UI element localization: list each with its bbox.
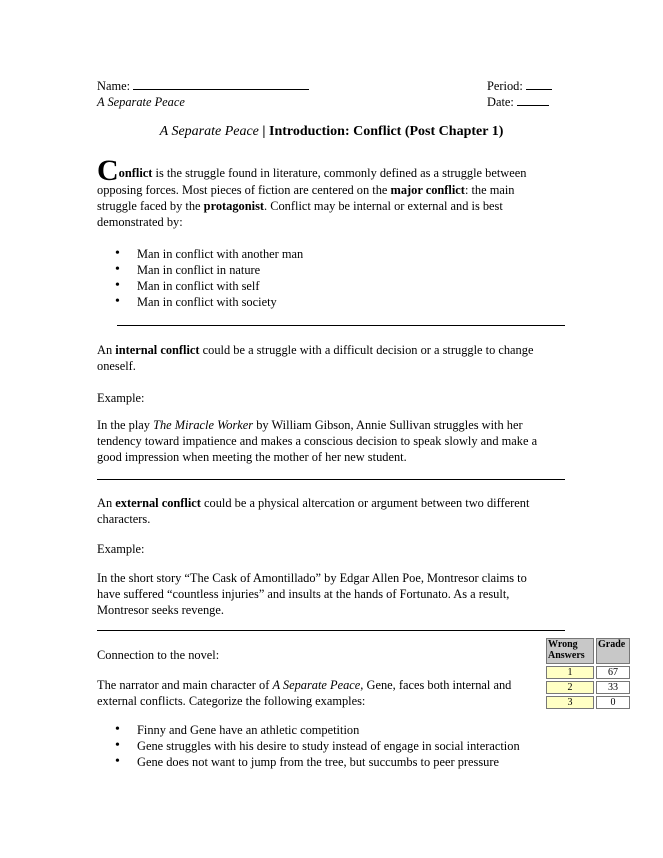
date-label: Date: xyxy=(487,95,514,109)
list-item: • Man in conflict with another man xyxy=(97,246,303,262)
external-post: could be a physical altercation or argument between two different characters. xyxy=(97,496,530,526)
list-item: • Man in conflict with self xyxy=(97,278,303,294)
grade-table xyxy=(544,636,632,711)
connection-post: , Gene, faces both internal and external conflicts. Categorize the following examples: xyxy=(97,678,512,708)
grade-cell: 0 xyxy=(596,696,630,709)
wrong-answers-cell: 3 xyxy=(546,696,594,709)
drop-cap: C xyxy=(97,154,119,187)
period-date-header xyxy=(487,78,552,110)
internal-term: internal conflict xyxy=(115,343,200,357)
external-example-label: Example: xyxy=(97,542,145,556)
date-field[interactable] xyxy=(487,94,552,110)
page-title xyxy=(0,124,663,140)
internal-example-label: Example: xyxy=(97,391,145,405)
name-label: Name: xyxy=(97,79,131,93)
external-definition xyxy=(97,495,552,527)
wrong-answers-cell: 1 xyxy=(546,666,594,679)
internal-definition xyxy=(97,342,552,374)
table-row xyxy=(546,681,630,694)
external-pre: An xyxy=(97,496,116,510)
intro-paragraph xyxy=(97,154,552,230)
list-item: • Man in conflict with society xyxy=(97,294,303,310)
intro-text-2: : the main struggle faced by the xyxy=(97,183,515,213)
period-blank[interactable] xyxy=(526,78,552,90)
wrong-answers-cell: 2 xyxy=(546,681,594,694)
header-grade: Grade xyxy=(596,638,630,664)
list-item: • Gene does not want to jump from the tree, but succumbs to peer pressure xyxy=(97,754,520,770)
grade-table-header xyxy=(546,638,630,664)
grade-cell: 33 xyxy=(596,681,630,694)
internal-post: could be a struggle with a difficult decision or a struggle to change oneself. xyxy=(97,343,534,373)
internal-example xyxy=(97,417,552,465)
divider xyxy=(97,479,565,480)
name-blank[interactable] xyxy=(133,78,309,90)
name-field[interactable] xyxy=(97,78,309,94)
intro-term-major-conflict: major conflict xyxy=(390,183,465,197)
table-row xyxy=(546,696,630,709)
connection-label: Connection to the novel: xyxy=(97,648,220,662)
date-blank[interactable] xyxy=(517,94,549,106)
period-label: Period: xyxy=(487,79,523,93)
connection-pre: The narrator and main character of xyxy=(97,678,273,692)
intro-term-protagonist: protagonist xyxy=(203,199,265,213)
internal-example-work: The Miracle Worker xyxy=(153,418,254,432)
list-item: • Gene struggles with his desire to study instead of engage in social interaction xyxy=(97,738,520,754)
conflict-types-list xyxy=(97,246,303,310)
external-term: external conflict xyxy=(115,496,201,510)
header-wrong-answers: Wrong Answers xyxy=(546,638,594,664)
internal-example-post: by William Gibson, Annie Sullivan struggles with her tendency toward impatience and makes a conscious decision to speak slowly and make a good impression when meeting the mother of her new student. xyxy=(97,418,538,464)
title-book: A Separate Peace xyxy=(159,124,259,139)
divider xyxy=(97,630,565,631)
connection-paragraph xyxy=(97,677,537,709)
grade-cell: 67 xyxy=(596,666,630,679)
intro-text-3: . Conflict may be internal or external and is best demonstrated by: xyxy=(97,199,503,229)
book-title-header: A Separate Peace xyxy=(97,95,185,109)
external-example: In the short story “The Cask of Amontillado” by Edgar Allen Poe, Montresor claims to have suffered “countless injuries” and insults at the hands of Fortunato. As a result, Montresor seeks revenge. xyxy=(97,571,527,617)
student-header xyxy=(97,78,309,110)
list-item: • Finny and Gene have an athletic competition xyxy=(97,722,520,738)
intro-term-conflict: onflict xyxy=(118,166,153,180)
period-field[interactable] xyxy=(487,78,552,94)
connection-book: A Separate Peace xyxy=(272,678,361,692)
title-rest: | Introduction: Conflict (Post Chapter 1) xyxy=(258,124,504,139)
divider xyxy=(117,325,565,326)
internal-example-pre: In the play xyxy=(97,418,154,432)
list-item: • Man in conflict in nature xyxy=(97,262,303,278)
table-row xyxy=(546,666,630,679)
intro-text-1: is the struggle found in literature, commonly defined as a struggle between opposing forces. Most pieces of fiction are centered on the xyxy=(97,166,527,197)
connection-examples-list xyxy=(97,722,520,770)
internal-pre: An xyxy=(97,343,116,357)
